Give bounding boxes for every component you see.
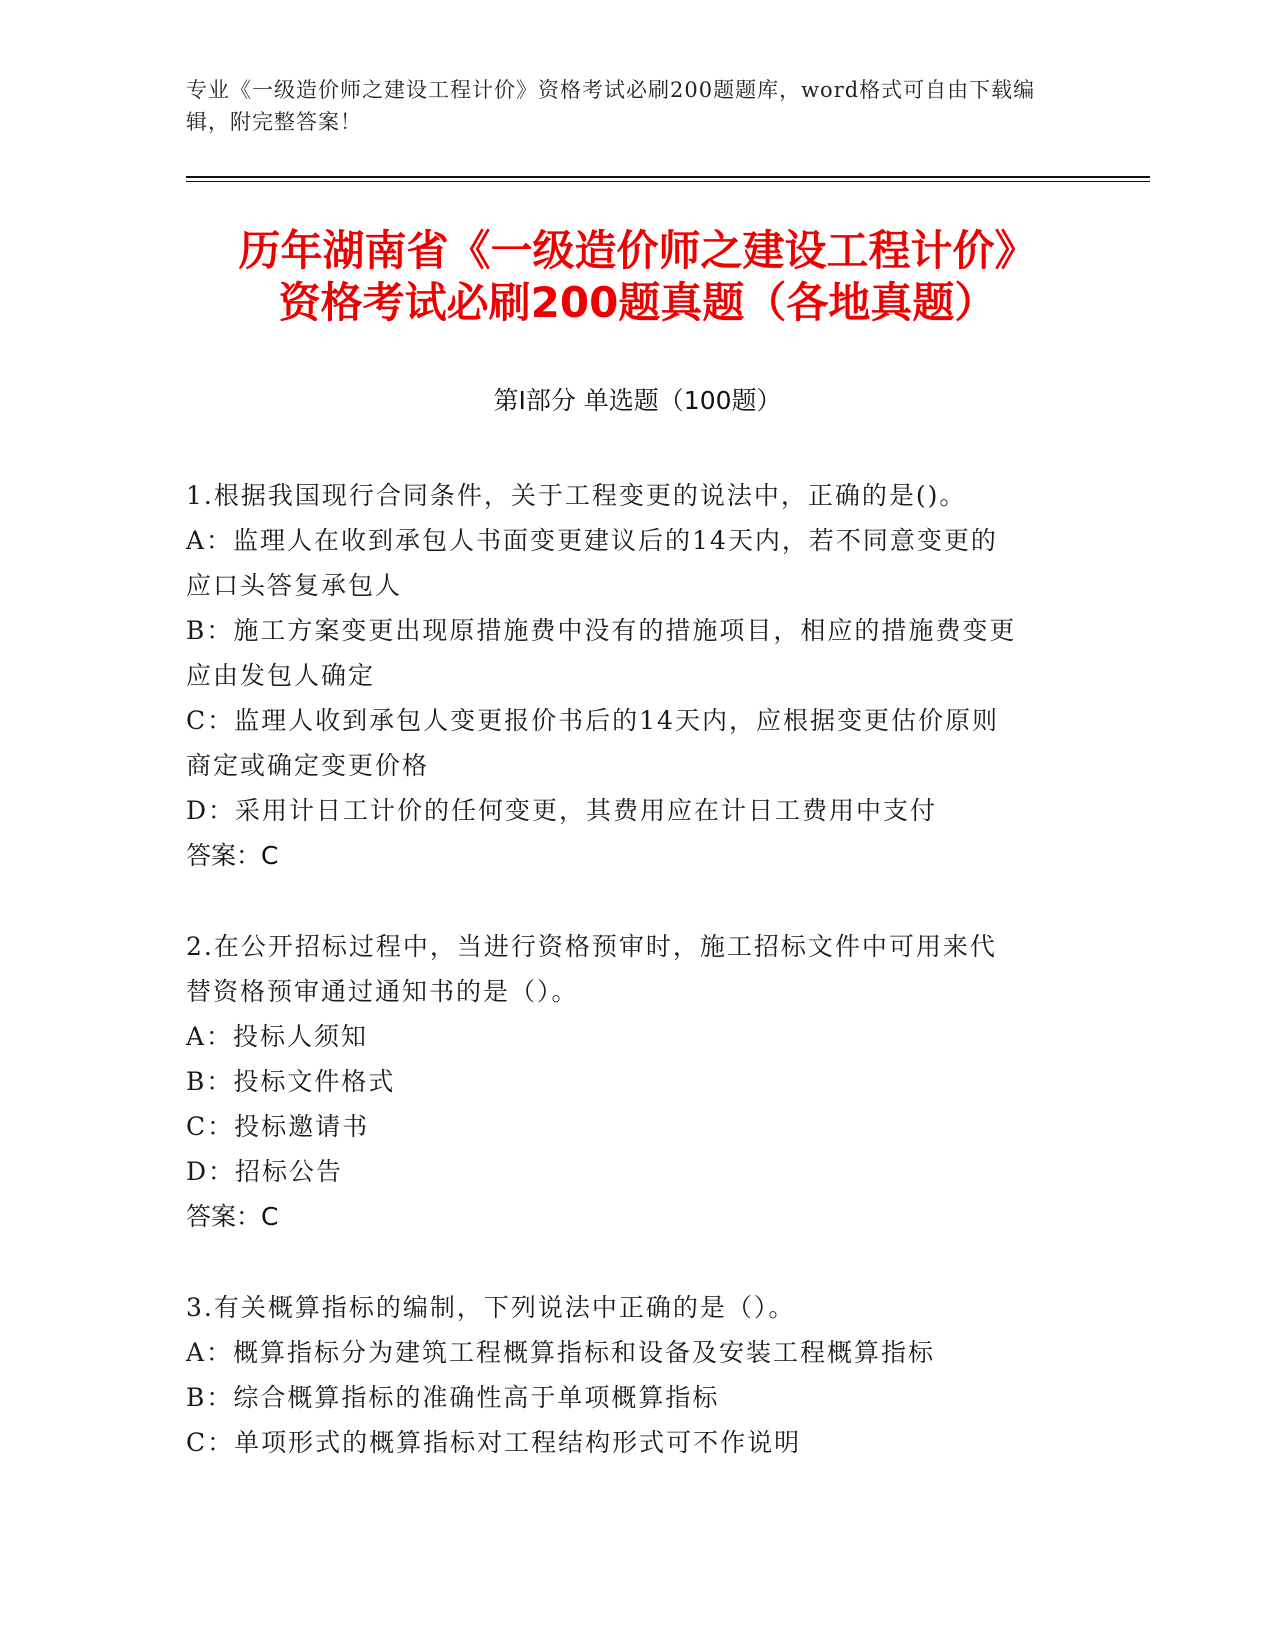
document-title-line-1: 历年湖南省《一级造价师之建设工程计价》 [238, 226, 1037, 275]
question-text-line: C：单项形式的概算指标对工程结构形式可不作说明 [186, 1428, 802, 1457]
question-text-line: D：采用计日工计价的任何变更，其费用应在计日工费用中支付 [186, 796, 938, 825]
question-text-line: B：投标文件格式 [186, 1067, 396, 1096]
question-item [186, 924, 1066, 1239]
section-heading: 第Ⅰ部分 单选题（100题） [493, 386, 782, 415]
question-stem: 3.有关概算指标的编制，下列说法中正确的是（）。 [186, 1293, 796, 1322]
question-stem: 1.根据我国现行合同条件，关于工程变更的说法中，正确的是()。 [186, 481, 967, 510]
question-text-line: A：投标人须知 [186, 1022, 369, 1051]
question-text-line: 替资格预审通过通知书的是（）。 [186, 977, 579, 1006]
question-item [186, 473, 1066, 878]
document-title-line-2: 资格考试必刷200题真题（各地真题） [278, 278, 997, 327]
question-item [186, 1285, 1066, 1465]
question-text-line: D：招标公告 [186, 1157, 344, 1186]
question-text-line: C：监理人收到承包人变更报价书后的14天内，应根据变更估价原则 [186, 706, 999, 735]
header-divider-thick [186, 176, 1150, 178]
question-text-line: A：监理人在收到承包人书面变更建议后的14天内，若不同意变更的 [186, 526, 998, 555]
question-text-line: B：施工方案变更出现原措施费中没有的措施项目，相应的措施费变更 [186, 616, 1017, 645]
header-divider-thin [186, 181, 1150, 182]
question-text-line: 应口头答复承包人 [186, 571, 403, 600]
answer-line: 答案：C [186, 1202, 279, 1231]
question-text-line: C：投标邀请书 [186, 1112, 370, 1141]
answer-line: 答案：C [186, 841, 279, 870]
question-list [186, 473, 1066, 1511]
question-text-line: A：概算指标分为建筑工程概算指标和设备及安装工程概算指标 [186, 1338, 936, 1367]
question-stem: 2.在公开招标过程中，当进行资格预审时，施工招标文件中可用来代 [186, 932, 997, 961]
question-text-line: B：综合概算指标的准确性高于单项概算指标 [186, 1383, 720, 1412]
header-note: 专业《一级造价师之建设工程计价》资格考试必刷200题题库，word格式可自由下载编辑，附完整答案！ [186, 78, 1036, 134]
question-text-line: 商定或确定变更价格 [186, 751, 430, 780]
document-title [150, 225, 1125, 329]
question-text-line: 应由发包人确定 [186, 661, 376, 690]
